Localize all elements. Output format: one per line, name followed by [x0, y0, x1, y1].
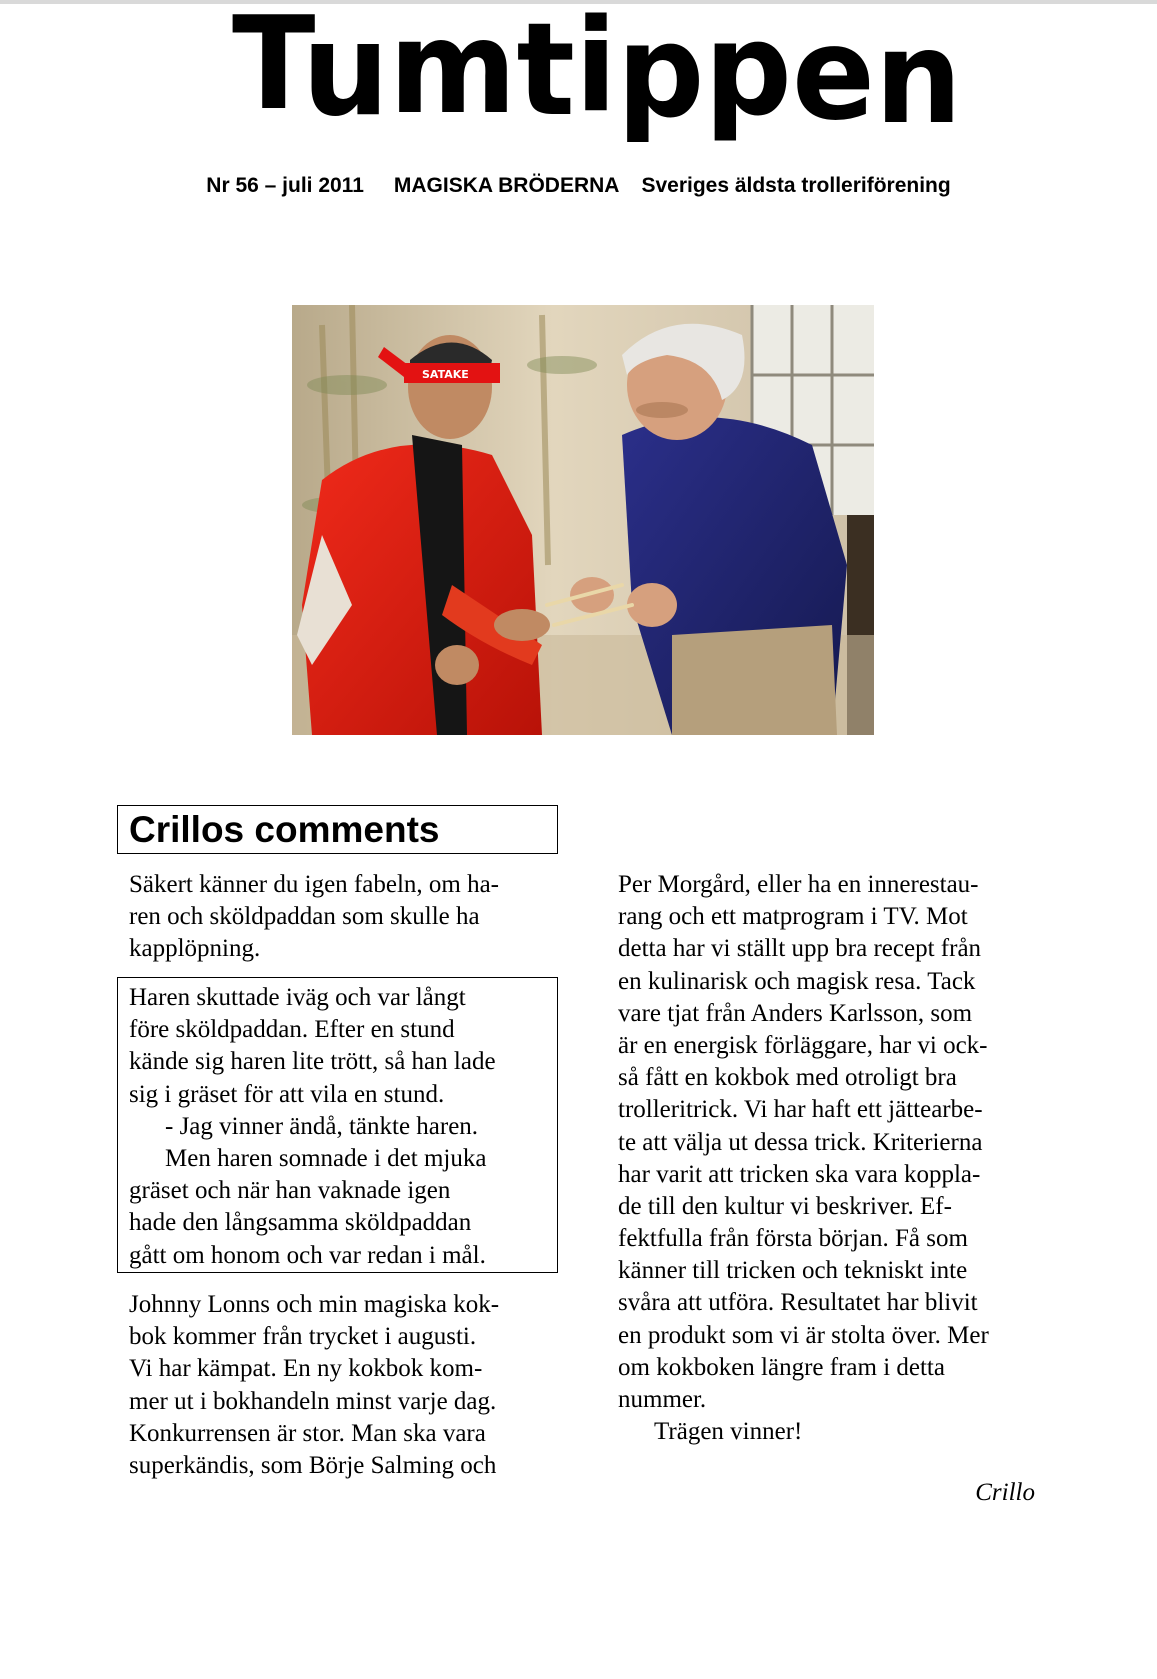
fable-line: kände sig haren lite trött, så han lade	[129, 1048, 496, 1076]
body-line: mer ut i bokhandeln minst varje dag.	[129, 1387, 497, 1415]
body-line: Per Morgård, eller ha en innerestau-	[618, 871, 979, 898]
body-line: känner till tricken och tekniskt inte	[618, 1257, 968, 1285]
organization-name: MAGISKA BRÖDERNA	[393, 174, 620, 197]
masthead-letter: m	[389, 2, 523, 142]
masthead-letter: t	[516, 2, 578, 142]
intro-line: ren och sköldpaddan som skulle ha	[129, 903, 480, 931]
fable-line: Men haren somnade i det mjuka	[165, 1144, 487, 1172]
masthead-letter: p	[616, 2, 709, 142]
body-line: Johnny Lonns och min magiska kok-	[129, 1291, 500, 1318]
masthead-letter: u	[301, 2, 394, 142]
body-line: svåra att utföra. Resultatet har blivit	[618, 1289, 978, 1317]
masthead-letter: p	[704, 2, 797, 142]
fable-text	[129, 982, 496, 1272]
body-line: en kulinarisk och magisk resa. Tack	[618, 967, 976, 995]
fable-line: - Jag vinner ändå, tänkte haren.	[165, 1112, 479, 1140]
body-line: rang och ett matprogram i TV. Mot	[618, 903, 968, 931]
body-line: trolleritrick. Vi har haft ett jättearbe-	[618, 1096, 983, 1124]
masthead-letter: e	[791, 2, 879, 142]
left-column-body	[129, 1289, 499, 1482]
body-line: vare tjat från Anders Karlsson, som	[618, 999, 973, 1027]
masthead-letter: n	[874, 4, 967, 142]
right-column-body	[618, 869, 989, 1448]
article-heading: Crillos comments	[129, 809, 440, 850]
body-line: Konkurrensen är stor. Man ska vara	[129, 1419, 486, 1447]
organization-tagline: Sveriges äldsta trolleriförening	[641, 174, 951, 197]
fable-line: Haren skuttade iväg och var långt	[129, 984, 466, 1011]
body-line: fektfulla från första början. Få som	[618, 1225, 968, 1253]
body-line: om kokboken längre fram i detta	[618, 1353, 945, 1381]
masthead-letter: T	[232, 2, 306, 139]
closing-line: Trägen vinner!	[654, 1418, 803, 1446]
issue-subline	[0, 174, 1157, 198]
fable-line: gått om honom och var redan i mål.	[129, 1241, 486, 1269]
body-line: har varit att tricken ska vara koppla-	[618, 1160, 981, 1188]
article-heading-box	[117, 805, 558, 854]
masthead-title-svg	[232, 2, 972, 142]
author-signature: Crillo	[975, 1479, 1035, 1506]
body-line: te att välja ut dessa trick. Kriterierna	[618, 1128, 983, 1156]
article-intro	[129, 869, 499, 966]
masthead-letter: i	[574, 2, 619, 141]
masthead-title	[232, 2, 972, 142]
body-line: detta har vi ställt upp bra recept från	[618, 935, 982, 963]
issue-number: Nr 56 – juli 2011	[206, 174, 364, 197]
fable-line: sig i gräset för att vila en stund.	[129, 1080, 445, 1108]
body-line: Vi har kämpat. En ny kokbok kom-	[129, 1355, 483, 1383]
body-line: de till den kultur vi beskriver. Ef-	[618, 1192, 952, 1220]
fable-line: hade den långsamma sköldpaddan	[129, 1209, 472, 1237]
fable-line: gräset och när han vaknade igen	[129, 1177, 451, 1205]
cover-photo	[292, 305, 874, 735]
body-line: är en energisk förläggare, har vi ock-	[618, 1031, 988, 1059]
body-line: så fått en kokbok med otroligt bra	[618, 1064, 957, 1092]
body-line: bok kommer från trycket i augusti.	[129, 1323, 477, 1351]
fable-line: före sköldpaddan. Efter en stund	[129, 1016, 455, 1044]
masthead-title-text	[232, 2, 967, 142]
intro-line: Säkert känner du igen fabeln, om ha-	[129, 871, 500, 898]
body-line: en produkt som vi är stolta över. Mer	[618, 1321, 989, 1349]
body-line: superkändis, som Börje Salming och	[129, 1451, 497, 1479]
intro-line: kapplöpning.	[129, 935, 261, 963]
headband-text: SATAKE	[422, 368, 469, 381]
body-line: nummer.	[618, 1386, 707, 1413]
